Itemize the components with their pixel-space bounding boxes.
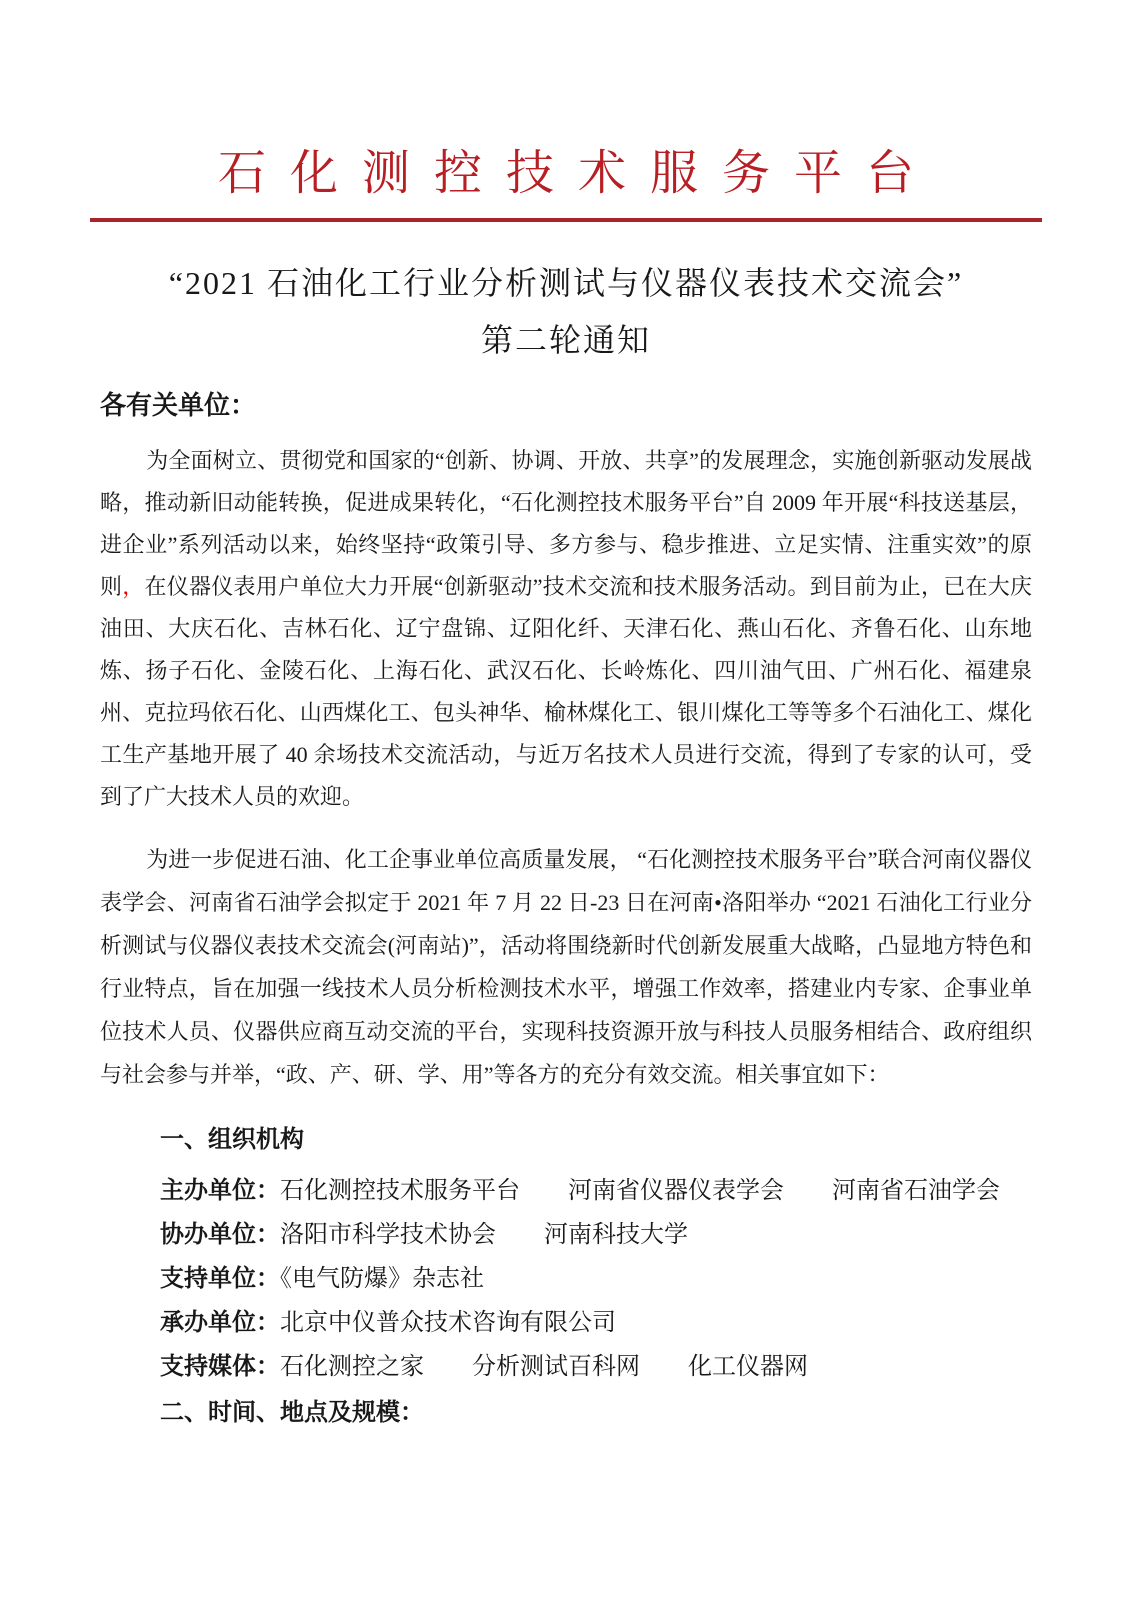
notice-subtitle: 第二轮通知 xyxy=(480,322,651,358)
org-value-hosts: 石化测控技术服务平台 河南省仪器仪表学会 河南省石油学会 xyxy=(280,1178,1000,1204)
letterhead-title: 石化测控技术服务平台 xyxy=(217,147,938,200)
paragraph-1-part-1: 为全面树立、贯彻党和国家的“创新、协调、开放、共享”的发展理念，实施创新驱动发展战略，推动新旧动能转换，促进成果转化，“石化测控技术服务平台”自 2009 年开展“科技送基层，进企业”系列活动以来，始终坚持“政策引导、多方参与、稳步推进、立足实情、注重实效”的原则 xyxy=(100,448,1032,599)
paragraph-1-part-2: 在仪器仪表用户单位大力开展“创新驱动”技术交流和技术服务活动。到目前为止，已在大庆油田、大庆石化、吉林石化、辽宁盘锦、辽阳化纤、天津石化、燕山石化、齐鲁石化、山东地炼、扬子石化、金陵石化、上海石化、武汉石化、长岭炼化、四川油气田、广州石化、福建泉州、克拉玛依石化、山西煤化工、包头神华、榆林煤化工、银川煤化工等等多个石油化工、煤化工生产基地开展了 40 余场技术交流活动，与近万名技术人员进行交流，得到了专家的认可，受到了广大技术人员的欢迎。 xyxy=(100,574,1032,809)
org-label-co-organizers: 协办单位： xyxy=(160,1221,280,1248)
org-item-hosts xyxy=(160,1169,1032,1213)
section-2-heading: 二、时间、地点及规模： xyxy=(160,1399,424,1426)
org-value-undertaker: 北京中仪普众技术咨询有限公司 xyxy=(280,1310,616,1336)
org-label-hosts: 主办单位： xyxy=(160,1177,280,1204)
organization-list xyxy=(100,1169,1032,1389)
letterhead-rule xyxy=(90,218,1042,222)
org-label-undertaker: 承办单位： xyxy=(160,1309,280,1336)
salutation: 各有关单位： xyxy=(100,390,257,420)
org-item-undertaker xyxy=(160,1301,1032,1345)
org-label-supporting-unit: 支持单位： xyxy=(160,1265,280,1292)
org-value-supporting-unit: 《电气防爆》杂志社 xyxy=(280,1266,484,1292)
paragraph-1 xyxy=(100,440,1032,818)
red-comma: ， xyxy=(122,574,145,599)
org-item-supporting-unit xyxy=(160,1257,1032,1301)
paragraph-2: 为进一步促进石油、化工企事业单位高质量发展， “石化测控技术服务平台”联合河南仪器仪表学会、河南省石油学会拟定于 2021 年 7 月 22 日-23 日在河南•洛阳举办 “2021 石油化工行业分析测试与仪器仪表技术交流会(河南站)”，活动将围绕新时代创新发展重大战略，凸显地方特色和行业特点，旨在加强一线技术人员分析检测技术水平，增强工作效率，搭建业内专家、企事业单位技术人员、仪器供应商互动交流的平台，实现科技资源开放与科技人员服务相结合、政府组织与社会参与并举，“政、产、研、学、用”等各方的充分有效交流。相关事宜如下： xyxy=(100,847,1032,1087)
org-item-co-organizers xyxy=(160,1213,1032,1257)
org-label-supporting-media: 支持媒体： xyxy=(160,1353,280,1380)
notice-title: “2021 石油化工行业分析测试与仪器仪表技术交流会” xyxy=(168,265,964,301)
org-value-supporting-media: 石化测控之家 分析测试百科网 化工仪器网 xyxy=(280,1354,808,1380)
org-value-co-organizers: 洛阳市科学技术协会 河南科技大学 xyxy=(280,1222,688,1248)
org-item-supporting-media xyxy=(160,1345,1032,1389)
section-1-heading: 一、组织机构 xyxy=(160,1126,304,1153)
